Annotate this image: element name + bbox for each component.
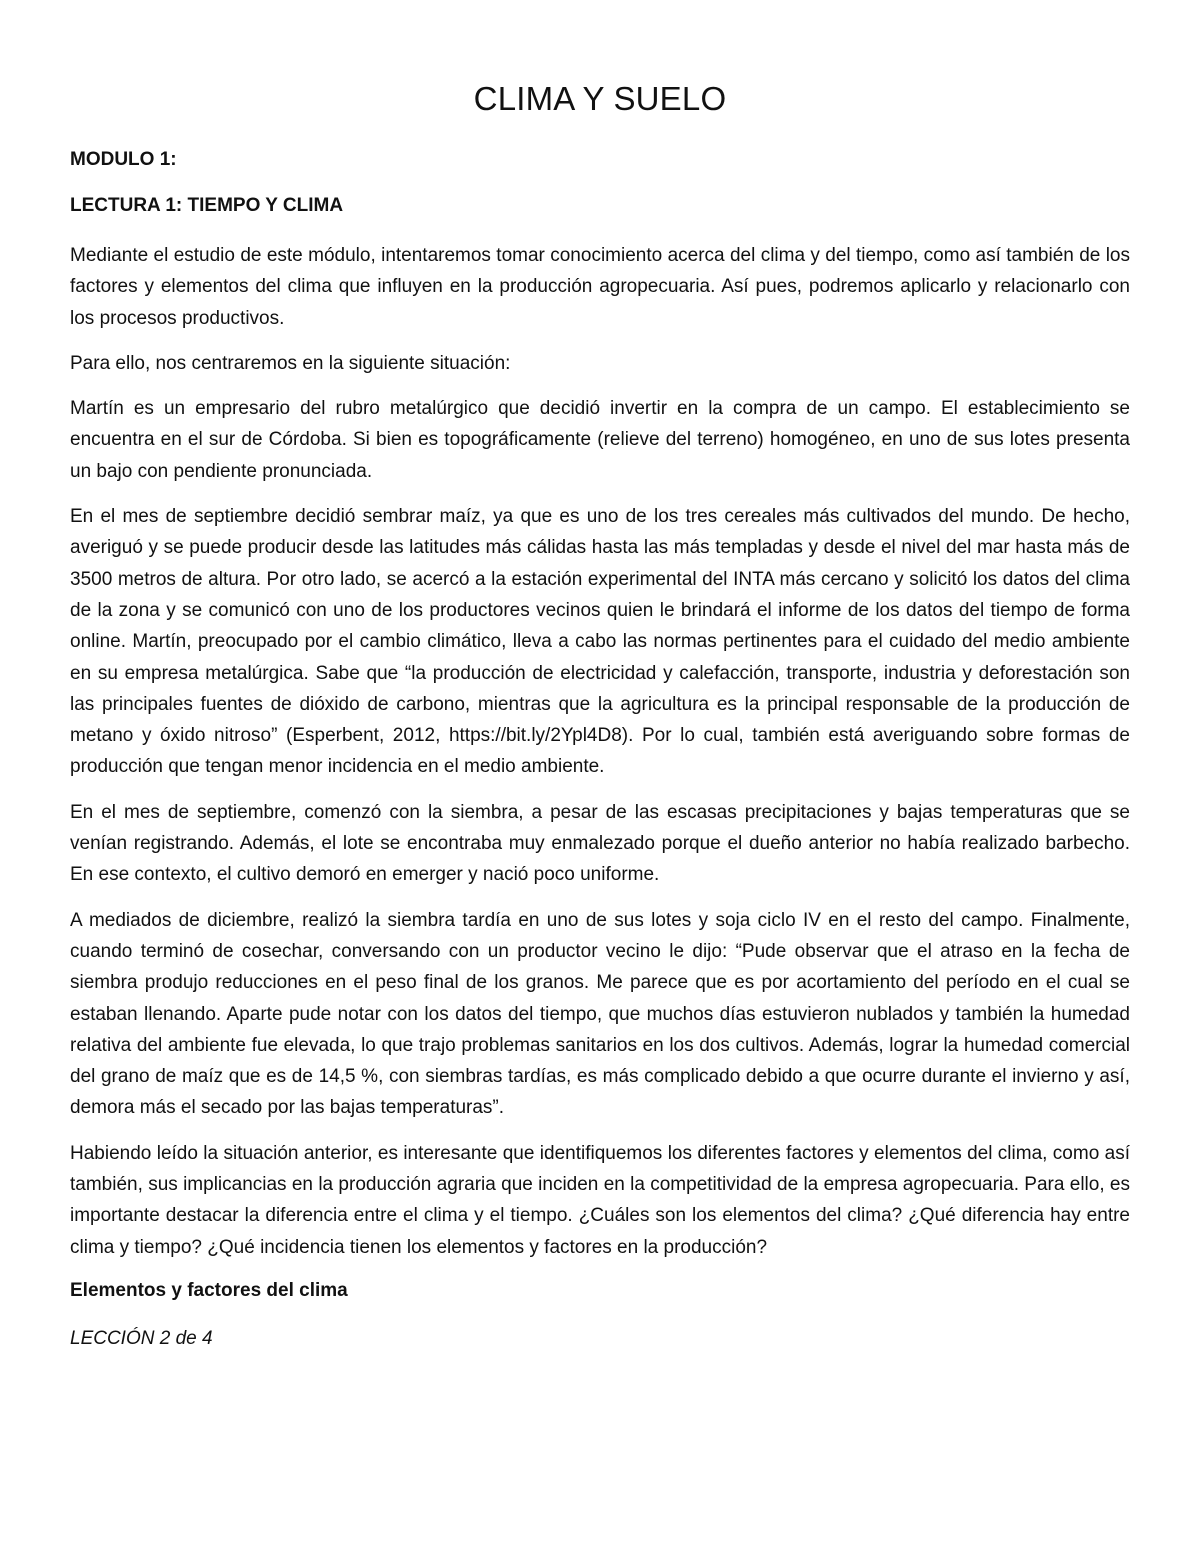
section-heading: Elementos y factores del clima	[70, 1279, 348, 1301]
paragraph-intro: Mediante el estudio de este módulo, intentaremos tomar conocimiento acerca del clima y del tiempo, como así también de los factores y elementos del clima que influyen en la producción agropecuaria. Así pues, podremos aplicarlo y relacionarlo con los procesos productivos.	[70, 245, 1130, 329]
reading-heading: LECTURA 1: TIEMPO Y CLIMA	[70, 195, 344, 216]
document-title: CLIMA Y SUELO	[473, 80, 727, 117]
lesson-indicator: LECCIÓN 2 de 4	[70, 1327, 213, 1349]
document-page	[70, 80, 1130, 1351]
paragraph-sowing: En el mes de septiembre, comenzó con la siembra, a pesar de las escasas precipitaciones y bajas temperaturas que se venían registrando. Además, el lote se encontraba muy enmalezado porque el dueño anterior no había realizado barbecho. En ese contexto, el cultivo demoró en emerger y nació poco uniforme.	[70, 801, 1130, 886]
paragraph-december: A mediados de diciembre, realizó la siembra tardía en uno de sus lotes y soja ciclo IV en el resto del campo. Finalmente, cuando terminó de cosechar, conversando con un productor vecino le dijo: “Pude observar que el atraso en la fecha de siembra produjo reducciones en el peso final de los granos. Me parece que es por acortamiento del período en el cual se estaban llenando. Aparte pude notar con los datos del tiempo, que muchos días estuvieron nublados y también la humedad relativa del ambiente fue elevada, lo que trajo problemas sanitarios en los dos cultivos. Además, lograr la humedad comercial del grano de maíz que es de 14,5 %, con siembras tardías, es más complicado debido a que ocurre durante el invierno y así, demora más el secado por las bajas temperaturas”.	[70, 909, 1130, 1119]
paragraph-september-maize: En el mes de septiembre decidió sembrar maíz, ya que es uno de los tres cereales más cultivados del mundo. De hecho, averiguó y se puede producir desde las latitudes más cálidas hasta las más templadas y desde el nivel del mar hasta más de 3500 metros de altura. Por otro lado, se acercó a la estación experimental del INTA más cercano y solicitó los datos del clima de la zona y se comunicó con uno de los productores vecinos quien le brindará el informe de los datos del tiempo de forma online. Martín, preocupado por el cambio climático, lleva a cabo las normas pertinentes para el cuidado del medio ambiente en su empresa metalúrgica. Sabe que “la producción de electricidad y calefacción, transporte, industria y deforestación son las principales fuentes de dióxido de carbono, mientras que la agricultura es la principal responsable de la producción de metano y óxido nitroso” (Esperbent, 2012, https://bit.ly/2Ypl4D8). Por lo cual, también está averiguando sobre formas de producción que tengan menor incidencia en el medio ambiente.	[70, 506, 1130, 778]
paragraph-martin: Martín es un empresario del rubro metalúrgico que decidió invertir en la compra de un campo. El establecimiento se encuentra en el sur de Córdoba. Si bien es topográficamente (relieve del terreno) homogéneo, en uno de sus lotes presenta un bajo con pendiente pronunciada.	[70, 398, 1130, 482]
paragraph-questions: Habiendo leído la situación anterior, es interesante que identifiquemos los diferentes factores y elementos del clima, como así también, sus implicancias en la producción agraria que inciden en la competitividad de la empresa agropecuaria. Para ello, es importante destacar la diferencia entre el clima y el tiempo. ¿Cuáles son los elementos del clima? ¿Qué diferencia hay entre clima y tiempo? ¿Qué incidencia tienen los elementos y factores en la producción?	[70, 1142, 1130, 1258]
module-heading: MODULO 1:	[70, 149, 177, 170]
paragraph-situation-lead: Para ello, nos centraremos en la siguiente situación:	[70, 352, 511, 374]
